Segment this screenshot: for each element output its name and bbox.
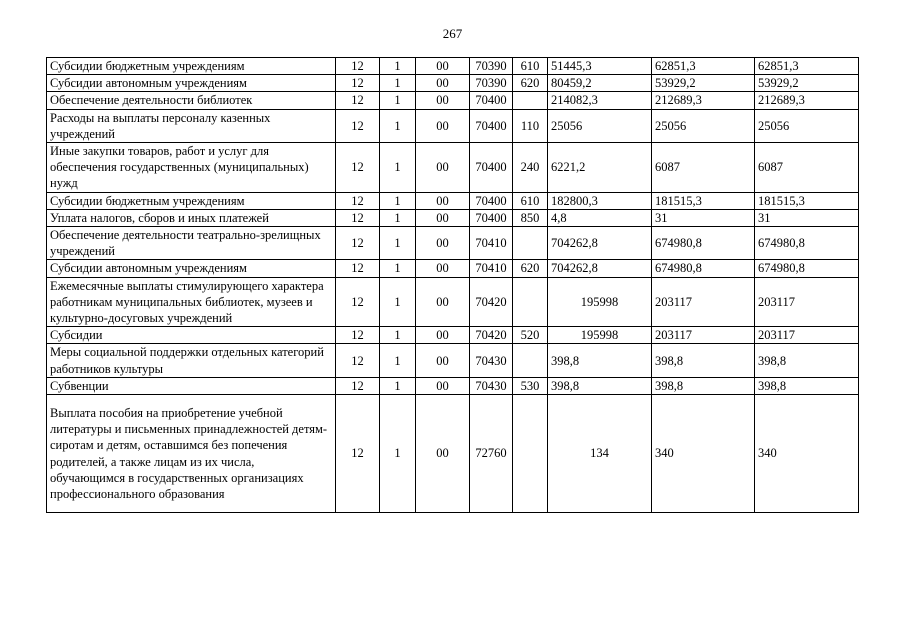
amount-year3-cell: 674980,8 xyxy=(755,260,859,277)
page-number: 267 xyxy=(442,26,463,41)
table-row xyxy=(47,377,859,394)
amount-year2-cell: 203117 xyxy=(652,327,755,344)
amount-year2-cell: 181515,3 xyxy=(652,192,755,209)
row-name-cell: Ежемесячные выплаты стимулирующего характера работникам муниципальных библиотек, музеев и культурно-досуговых учреждений xyxy=(47,277,336,327)
amount-year1-cell: 398,8 xyxy=(548,377,652,394)
section-code-cell: 12 xyxy=(336,277,380,327)
table-row xyxy=(47,227,859,260)
row-name-cell: Обеспечение деятельности библиотек xyxy=(47,92,336,109)
program-code-cell: 00 xyxy=(416,75,470,92)
amount-year1-cell: 704262,8 xyxy=(548,227,652,260)
amount-year1-cell: 195998 xyxy=(548,277,652,327)
target-article-cell: 70430 xyxy=(470,377,513,394)
expense-type-cell xyxy=(513,344,548,377)
section-code-cell: 12 xyxy=(336,143,380,193)
row-name-cell: Субсидии автономным учреждениям xyxy=(47,260,336,277)
subsection-code-cell: 1 xyxy=(380,109,416,142)
row-name-cell: Субвенции xyxy=(47,377,336,394)
amount-year2-cell: 212689,3 xyxy=(652,92,755,109)
section-code-cell: 12 xyxy=(336,192,380,209)
table-row xyxy=(47,143,859,193)
program-code-cell: 00 xyxy=(416,92,470,109)
section-code-cell: 12 xyxy=(336,75,380,92)
expense-type-cell: 530 xyxy=(513,377,548,394)
amount-year2-cell: 6087 xyxy=(652,143,755,193)
program-code-cell: 00 xyxy=(416,143,470,193)
amount-year3-cell: 62851,3 xyxy=(755,58,859,75)
subsection-code-cell: 1 xyxy=(380,209,416,226)
amount-year3-cell: 25056 xyxy=(755,109,859,142)
expense-type-cell: 610 xyxy=(513,58,548,75)
budget-table xyxy=(46,57,859,513)
amount-year1-cell: 214082,3 xyxy=(548,92,652,109)
amount-year2-cell: 398,8 xyxy=(652,377,755,394)
target-article-cell: 70390 xyxy=(470,75,513,92)
target-article-cell: 70420 xyxy=(470,277,513,327)
section-code-cell: 12 xyxy=(336,209,380,226)
target-article-cell: 70400 xyxy=(470,143,513,193)
row-name-cell: Субсидии xyxy=(47,327,336,344)
target-article-cell: 70400 xyxy=(470,209,513,226)
row-name-cell: Расходы на выплаты персоналу казенных учреждений xyxy=(47,109,336,142)
target-article-cell: 70400 xyxy=(470,192,513,209)
row-name-cell: Обеспечение деятельности театрально-зрелищных учреждений xyxy=(47,227,336,260)
row-name-cell: Субсидии автономным учреждениям xyxy=(47,75,336,92)
amount-year2-cell: 25056 xyxy=(652,109,755,142)
program-code-cell: 00 xyxy=(416,395,470,513)
table-row xyxy=(47,209,859,226)
amount-year3-cell: 398,8 xyxy=(755,344,859,377)
program-code-cell: 00 xyxy=(416,109,470,142)
amount-year3-cell: 181515,3 xyxy=(755,192,859,209)
subsection-code-cell: 1 xyxy=(380,395,416,513)
expense-type-cell xyxy=(513,92,548,109)
table-row xyxy=(47,344,859,377)
row-name-cell: Уплата налогов, сборов и иных платежей xyxy=(47,209,336,226)
subsection-code-cell: 1 xyxy=(380,277,416,327)
subsection-code-cell: 1 xyxy=(380,327,416,344)
table-row xyxy=(47,109,859,142)
expense-type-cell xyxy=(513,395,548,513)
program-code-cell: 00 xyxy=(416,344,470,377)
target-article-cell: 70410 xyxy=(470,227,513,260)
table-row xyxy=(47,277,859,327)
section-code-cell: 12 xyxy=(336,92,380,109)
program-code-cell: 00 xyxy=(416,209,470,226)
expense-type-cell: 850 xyxy=(513,209,548,226)
table-row xyxy=(47,92,859,109)
amount-year3-cell: 53929,2 xyxy=(755,75,859,92)
amount-year2-cell: 31 xyxy=(652,209,755,226)
row-name-cell: Иные закупки товаров, работ и услуг для обеспечения государственных (муниципальных) нужд xyxy=(47,143,336,193)
amount-year1-cell: 80459,2 xyxy=(548,75,652,92)
expense-type-cell: 520 xyxy=(513,327,548,344)
row-name-cell: Выплата пособия на приобретение учебной литературы и письменных принадлежностей детям-сиротам и детям, оставшимся без попечения родителей, а также лицам из их числа, обучающимся в государственных организациях профессионального образования xyxy=(47,395,336,513)
subsection-code-cell: 1 xyxy=(380,58,416,75)
subsection-code-cell: 1 xyxy=(380,344,416,377)
amount-year1-cell: 182800,3 xyxy=(548,192,652,209)
table-body xyxy=(47,58,859,513)
amount-year3-cell: 203117 xyxy=(755,277,859,327)
amount-year1-cell: 195998 xyxy=(548,327,652,344)
section-code-cell: 12 xyxy=(336,109,380,142)
subsection-code-cell: 1 xyxy=(380,143,416,193)
amount-year3-cell: 674980,8 xyxy=(755,227,859,260)
amount-year1-cell: 25056 xyxy=(548,109,652,142)
amount-year3-cell: 6087 xyxy=(755,143,859,193)
program-code-cell: 00 xyxy=(416,192,470,209)
amount-year2-cell: 53929,2 xyxy=(652,75,755,92)
amount-year1-cell: 4,8 xyxy=(548,209,652,226)
program-code-cell: 00 xyxy=(416,277,470,327)
section-code-cell: 12 xyxy=(336,377,380,394)
program-code-cell: 00 xyxy=(416,260,470,277)
expense-type-cell: 610 xyxy=(513,192,548,209)
amount-year2-cell: 340 xyxy=(652,395,755,513)
program-code-cell: 00 xyxy=(416,227,470,260)
amount-year1-cell: 134 xyxy=(548,395,652,513)
amount-year2-cell: 203117 xyxy=(652,277,755,327)
subsection-code-cell: 1 xyxy=(380,227,416,260)
expense-type-cell xyxy=(513,227,548,260)
amount-year2-cell: 62851,3 xyxy=(652,58,755,75)
row-name-cell: Меры социальной поддержки отдельных категорий работников культуры xyxy=(47,344,336,377)
amount-year2-cell: 674980,8 xyxy=(652,260,755,277)
table-row xyxy=(47,327,859,344)
section-code-cell: 12 xyxy=(336,327,380,344)
target-article-cell: 70430 xyxy=(470,344,513,377)
section-code-cell: 12 xyxy=(336,58,380,75)
amount-year1-cell: 398,8 xyxy=(548,344,652,377)
target-article-cell: 72760 xyxy=(470,395,513,513)
amount-year3-cell: 203117 xyxy=(755,327,859,344)
amount-year3-cell: 31 xyxy=(755,209,859,226)
expense-type-cell: 620 xyxy=(513,260,548,277)
table-row xyxy=(47,75,859,92)
amount-year1-cell: 6221,2 xyxy=(548,143,652,193)
section-code-cell: 12 xyxy=(336,260,380,277)
program-code-cell: 00 xyxy=(416,377,470,394)
subsection-code-cell: 1 xyxy=(380,192,416,209)
amount-year1-cell: 704262,8 xyxy=(548,260,652,277)
subsection-code-cell: 1 xyxy=(380,260,416,277)
section-code-cell: 12 xyxy=(336,227,380,260)
amount-year1-cell: 51445,3 xyxy=(548,58,652,75)
subsection-code-cell: 1 xyxy=(380,377,416,394)
section-code-cell: 12 xyxy=(336,395,380,513)
target-article-cell: 70410 xyxy=(470,260,513,277)
amount-year3-cell: 340 xyxy=(755,395,859,513)
expense-type-cell: 110 xyxy=(513,109,548,142)
program-code-cell: 00 xyxy=(416,327,470,344)
table-row xyxy=(47,260,859,277)
target-article-cell: 70420 xyxy=(470,327,513,344)
amount-year3-cell: 398,8 xyxy=(755,377,859,394)
subsection-code-cell: 1 xyxy=(380,75,416,92)
amount-year3-cell: 212689,3 xyxy=(755,92,859,109)
target-article-cell: 70400 xyxy=(470,109,513,142)
section-code-cell: 12 xyxy=(336,344,380,377)
table-row xyxy=(47,58,859,75)
expense-type-cell: 620 xyxy=(513,75,548,92)
table-row xyxy=(47,192,859,209)
target-article-cell: 70390 xyxy=(470,58,513,75)
program-code-cell: 00 xyxy=(416,58,470,75)
table-row xyxy=(47,395,859,513)
target-article-cell: 70400 xyxy=(470,92,513,109)
expense-type-cell: 240 xyxy=(513,143,548,193)
expense-type-cell xyxy=(513,277,548,327)
amount-year2-cell: 398,8 xyxy=(652,344,755,377)
row-name-cell: Субсидии бюджетным учреждениям xyxy=(47,58,336,75)
row-name-cell: Субсидии бюджетным учреждениям xyxy=(47,192,336,209)
amount-year2-cell: 674980,8 xyxy=(652,227,755,260)
subsection-code-cell: 1 xyxy=(380,92,416,109)
